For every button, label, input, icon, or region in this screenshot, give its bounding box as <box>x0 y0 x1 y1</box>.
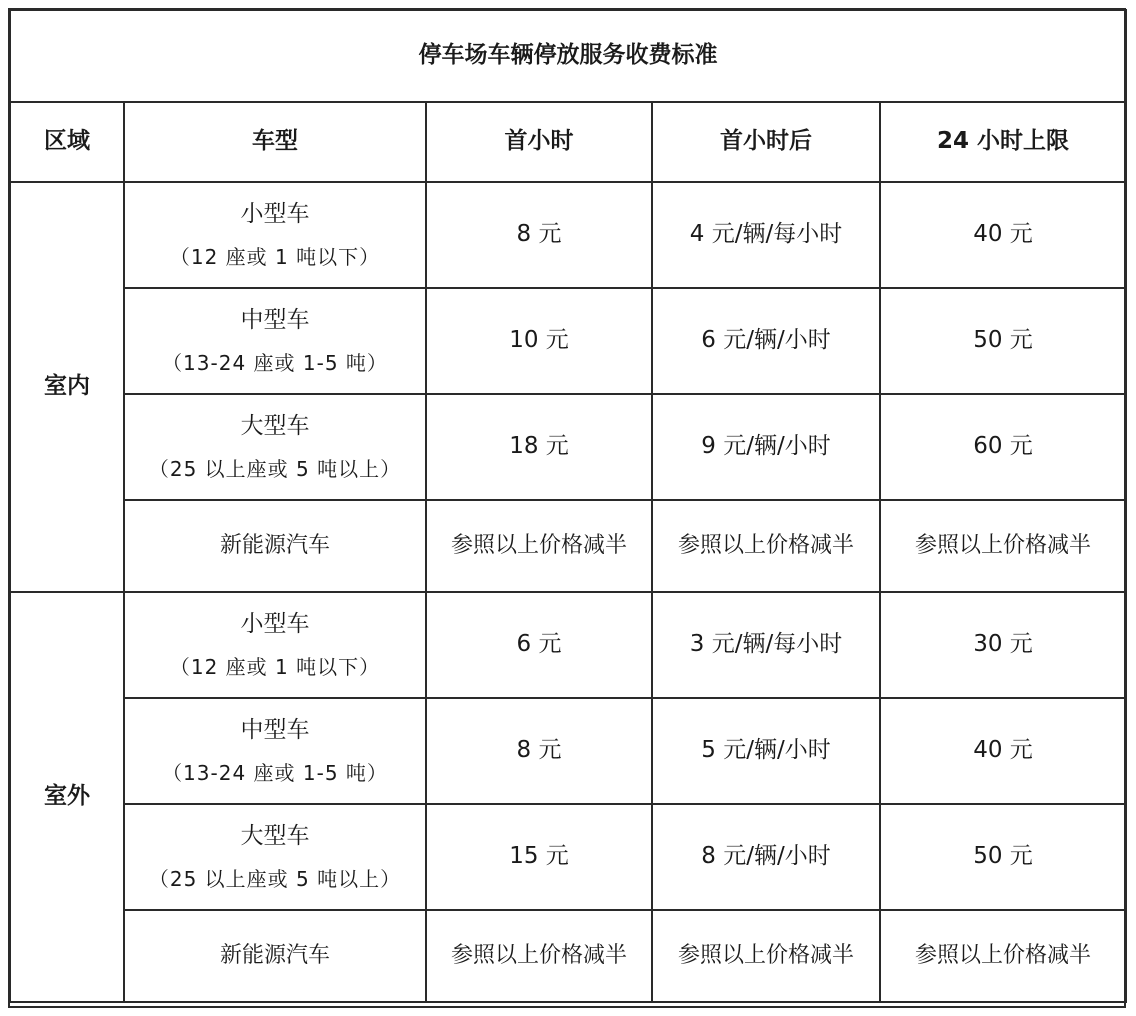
vehicle-type-cell <box>124 698 426 804</box>
title-row <box>10 10 1126 102</box>
header-after-first-hour: 首小时后 <box>652 102 880 182</box>
first-hour-price: 10 元 <box>426 288 652 394</box>
daily-cap-price: 60 元 <box>880 394 1126 500</box>
vehicle-type-spec: （13-24 座或 1-5 吨） <box>162 760 388 785</box>
vehicle-type-name: 大型车 <box>240 413 310 440</box>
header-row <box>10 102 1126 182</box>
table-title: 停车场车辆停放服务收费标准 <box>10 10 1126 102</box>
vehicle-type-spec: （13-24 座或 1-5 吨） <box>162 350 388 375</box>
first-hour-price: 8 元 <box>426 182 652 288</box>
header-first-hour: 首小时 <box>426 102 652 182</box>
document-page <box>8 8 1126 1008</box>
first-hour-price: 18 元 <box>426 394 652 500</box>
parking-fee-table <box>9 9 1127 1003</box>
table-row <box>10 698 1126 804</box>
vehicle-type-cell <box>124 804 426 910</box>
vehicle-type-cell <box>124 288 426 394</box>
daily-cap-price: 参照以上价格减半 <box>880 910 1126 1002</box>
daily-cap-price: 50 元 <box>880 288 1126 394</box>
daily-cap-price: 40 元 <box>880 182 1126 288</box>
table-row <box>10 288 1126 394</box>
vehicle-type-name: 小型车 <box>240 201 310 228</box>
header-zone: 区域 <box>10 102 124 182</box>
vehicle-type-name: 小型车 <box>240 611 310 638</box>
daily-cap-price: 50 元 <box>880 804 1126 910</box>
after-hour-price: 8 元/辆/小时 <box>652 804 880 910</box>
first-hour-price: 参照以上价格减半 <box>426 500 652 592</box>
table-row <box>10 500 1126 592</box>
zone-label-indoor: 室内 <box>10 182 124 592</box>
table-row <box>10 394 1126 500</box>
vehicle-type-spec: （12 座或 1 吨以下） <box>169 244 381 269</box>
vehicle-type-cell <box>124 182 426 288</box>
vehicle-type-spec: （12 座或 1 吨以下） <box>169 654 381 679</box>
vehicle-type-nev: 新能源汽车 <box>124 500 426 592</box>
table-row <box>10 182 1126 288</box>
after-hour-price: 3 元/辆/每小时 <box>652 592 880 698</box>
first-hour-price: 参照以上价格减半 <box>426 910 652 1002</box>
table-row <box>10 592 1126 698</box>
daily-cap-price: 30 元 <box>880 592 1126 698</box>
vehicle-type-name: 大型车 <box>240 823 310 850</box>
vehicle-type-name: 中型车 <box>240 307 310 334</box>
vehicle-type-cell <box>124 592 426 698</box>
after-hour-price: 9 元/辆/小时 <box>652 394 880 500</box>
after-hour-price: 5 元/辆/小时 <box>652 698 880 804</box>
vehicle-type-name: 中型车 <box>240 717 310 744</box>
header-daily-cap: 24 小时上限 <box>880 102 1126 182</box>
zone-label-outdoor: 室外 <box>10 592 124 1002</box>
after-hour-price: 4 元/辆/每小时 <box>652 182 880 288</box>
first-hour-price: 15 元 <box>426 804 652 910</box>
vehicle-type-nev: 新能源汽车 <box>124 910 426 1002</box>
table-row <box>10 804 1126 910</box>
header-vehicle-type: 车型 <box>124 102 426 182</box>
after-hour-price: 6 元/辆/小时 <box>652 288 880 394</box>
first-hour-price: 6 元 <box>426 592 652 698</box>
after-hour-price: 参照以上价格减半 <box>652 910 880 1002</box>
after-hour-price: 参照以上价格减半 <box>652 500 880 592</box>
vehicle-type-spec: （25 以上座或 5 吨以上） <box>148 456 402 481</box>
daily-cap-price: 40 元 <box>880 698 1126 804</box>
table-row <box>10 910 1126 1002</box>
daily-cap-price: 参照以上价格减半 <box>880 500 1126 592</box>
first-hour-price: 8 元 <box>426 698 652 804</box>
vehicle-type-spec: （25 以上座或 5 吨以上） <box>148 866 402 891</box>
vehicle-type-cell <box>124 394 426 500</box>
